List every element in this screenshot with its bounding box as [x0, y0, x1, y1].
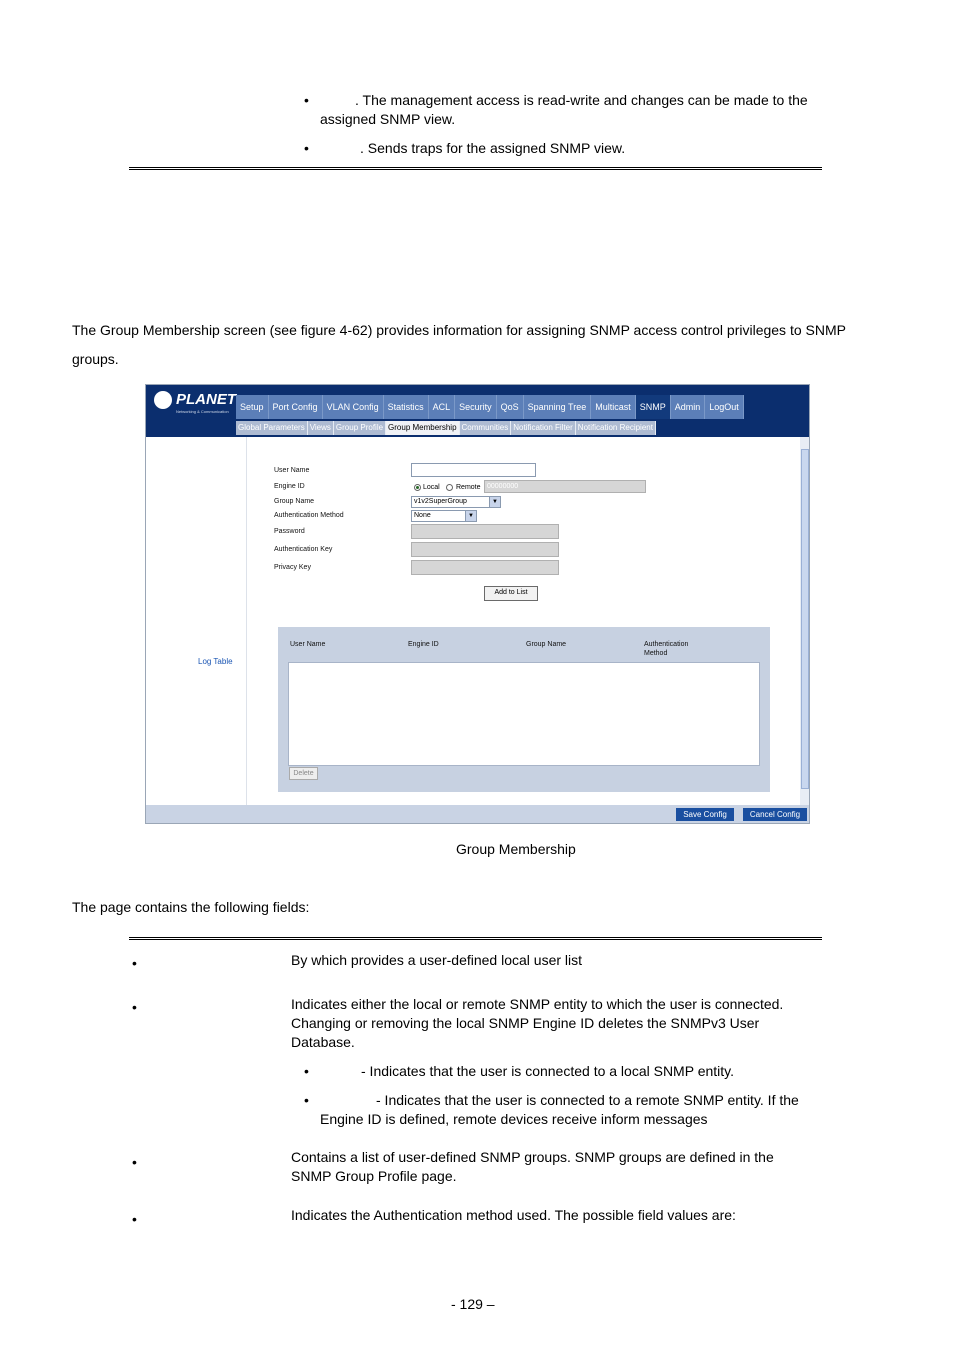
- tab-notification-filter[interactable]: Notification Filter: [511, 421, 576, 435]
- group-name-select[interactable]: [411, 496, 501, 508]
- left-panel: [146, 437, 247, 805]
- menu-statistics[interactable]: Statistics: [384, 395, 429, 419]
- auth-method-select[interactable]: [411, 510, 477, 522]
- divider: [129, 937, 822, 940]
- field-desc: Changing or removing the local SNMP Engine ID deletes the SNMPv3 User: [291, 1015, 760, 1031]
- label-auth-key: Authentication Key: [274, 546, 333, 553]
- figure-caption: Group Membership: [456, 841, 576, 857]
- menu-qos[interactable]: QoS: [497, 395, 524, 419]
- bullet-text: . The management access is read-write and changes can be made to the: [355, 92, 808, 108]
- menu-security[interactable]: Security: [455, 395, 497, 419]
- label-auth-method: Authentication Method: [274, 512, 344, 519]
- auth-method-value: None: [414, 512, 431, 519]
- top-bar: [146, 385, 810, 437]
- add-to-list-button[interactable]: Add to List: [484, 586, 538, 601]
- field-desc: - Indicates that the user is connected to a remote SNMP entity. If the: [376, 1092, 799, 1108]
- auth-key-input[interactable]: [411, 542, 559, 557]
- menu-logout[interactable]: LogOut: [705, 395, 744, 419]
- tab-group-profile[interactable]: Group Profile: [334, 421, 386, 435]
- field-desc: SNMP Group Profile page.: [291, 1168, 457, 1184]
- privacy-key-input[interactable]: [411, 560, 559, 575]
- label-user-name: User Name: [274, 467, 310, 474]
- divider: [129, 167, 822, 170]
- label-privacy-key: Privacy Key: [274, 564, 311, 571]
- bullet-dot: •: [304, 1063, 309, 1079]
- page-number: - 129 –: [451, 1296, 495, 1312]
- bullet-dot: •: [304, 140, 309, 156]
- tab-group-membership[interactable]: Group Membership: [386, 421, 459, 435]
- bullet-text: . Sends traps for the assigned SNMP view.: [360, 140, 626, 156]
- bottom-bar: [146, 805, 810, 824]
- menu-spanning-tree[interactable]: Spanning Tree: [524, 395, 592, 419]
- chevron-down-icon: ▼: [465, 511, 476, 521]
- tab-notification-recipient[interactable]: Notification Recipient: [576, 421, 656, 435]
- scrollbar[interactable]: [800, 437, 810, 805]
- field-desc: Database.: [291, 1034, 355, 1050]
- fields-intro: The page contains the following fields:: [72, 899, 310, 915]
- bullet-dot: •: [132, 955, 137, 971]
- col-group-name: Group Name: [526, 641, 567, 648]
- sub-menu: [236, 421, 656, 435]
- password-input[interactable]: [411, 524, 559, 539]
- brand-name: PLANET: [176, 391, 236, 408]
- radio-remote[interactable]: [446, 484, 453, 491]
- label-engine-id: Engine ID: [274, 483, 305, 490]
- col-authentication: Authentication: [644, 641, 689, 648]
- remote-engine-input[interactable]: 00000000: [484, 480, 646, 493]
- chevron-down-icon: ▼: [489, 497, 500, 507]
- menu-vlan-config[interactable]: VLAN Config: [323, 395, 384, 419]
- planet-logo-icon: [154, 391, 172, 409]
- bullet-text: assigned SNMP view.: [320, 111, 456, 127]
- delete-button[interactable]: Delete: [289, 767, 318, 780]
- brand-sub: Networking & Communication: [176, 409, 229, 414]
- field-desc: Contains a list of user-defined SNMP groups. SNMP groups are defined in the: [291, 1149, 774, 1165]
- menu-admin[interactable]: Admin: [671, 395, 706, 419]
- label-group-name: Group Name: [274, 498, 315, 505]
- radio-local[interactable]: [414, 484, 421, 491]
- user-name-input[interactable]: [411, 463, 536, 477]
- field-desc: Indicates the Authentication method used. The possible field values are:: [291, 1207, 736, 1223]
- group-name-value: v1v2SuperGroup: [414, 498, 467, 505]
- col-engine-id: Engine ID: [408, 641, 439, 648]
- label-password: Password: [274, 528, 305, 535]
- scrollbar-thumb[interactable]: [801, 449, 809, 789]
- menu-multicast[interactable]: Multicast: [591, 395, 636, 419]
- field-desc: - Indicates that the user is connected to a local SNMP entity.: [361, 1063, 735, 1079]
- bullet-dot: •: [304, 92, 309, 108]
- menu-acl[interactable]: ACL: [429, 395, 456, 419]
- log-table-link[interactable]: Log Table: [198, 657, 233, 666]
- ui-screenshot: [145, 384, 810, 824]
- col-user-name: User Name: [290, 641, 326, 648]
- intro-text: The Group Membership screen (see figure 4-62) provides information for assigning SNMP access control privileges to SNMP: [72, 322, 846, 338]
- bullet-dot: •: [132, 1154, 137, 1170]
- col-method: Method: [644, 650, 668, 657]
- main-menu: [236, 395, 744, 419]
- menu-snmp[interactable]: SNMP: [636, 395, 671, 419]
- field-desc: Indicates either the local or remote SNMP entity to which the user is connected.: [291, 996, 784, 1012]
- save-config-button[interactable]: Save Config: [676, 808, 734, 821]
- tab-communities[interactable]: Communities: [460, 421, 512, 435]
- tab-views[interactable]: Views: [308, 421, 334, 435]
- radio-remote-label: Remote: [456, 484, 481, 491]
- field-desc: By which provides a user-defined local user list: [291, 952, 583, 968]
- intro-text: groups.: [72, 351, 119, 367]
- membership-table: [278, 627, 770, 792]
- tab-global-parameters[interactable]: Global Parameters: [236, 421, 308, 435]
- cancel-config-button[interactable]: Cancel Config: [743, 808, 807, 821]
- bullet-dot: •: [304, 1092, 309, 1108]
- radio-local-label: Local: [423, 484, 440, 491]
- field-desc: Engine ID is defined, remote devices receive inform messages: [320, 1111, 708, 1127]
- table-body: [288, 662, 760, 766]
- menu-setup[interactable]: Setup: [236, 395, 269, 419]
- bullet-dot: •: [132, 999, 137, 1015]
- bullet-dot: •: [132, 1211, 137, 1227]
- menu-port-config[interactable]: Port Config: [269, 395, 323, 419]
